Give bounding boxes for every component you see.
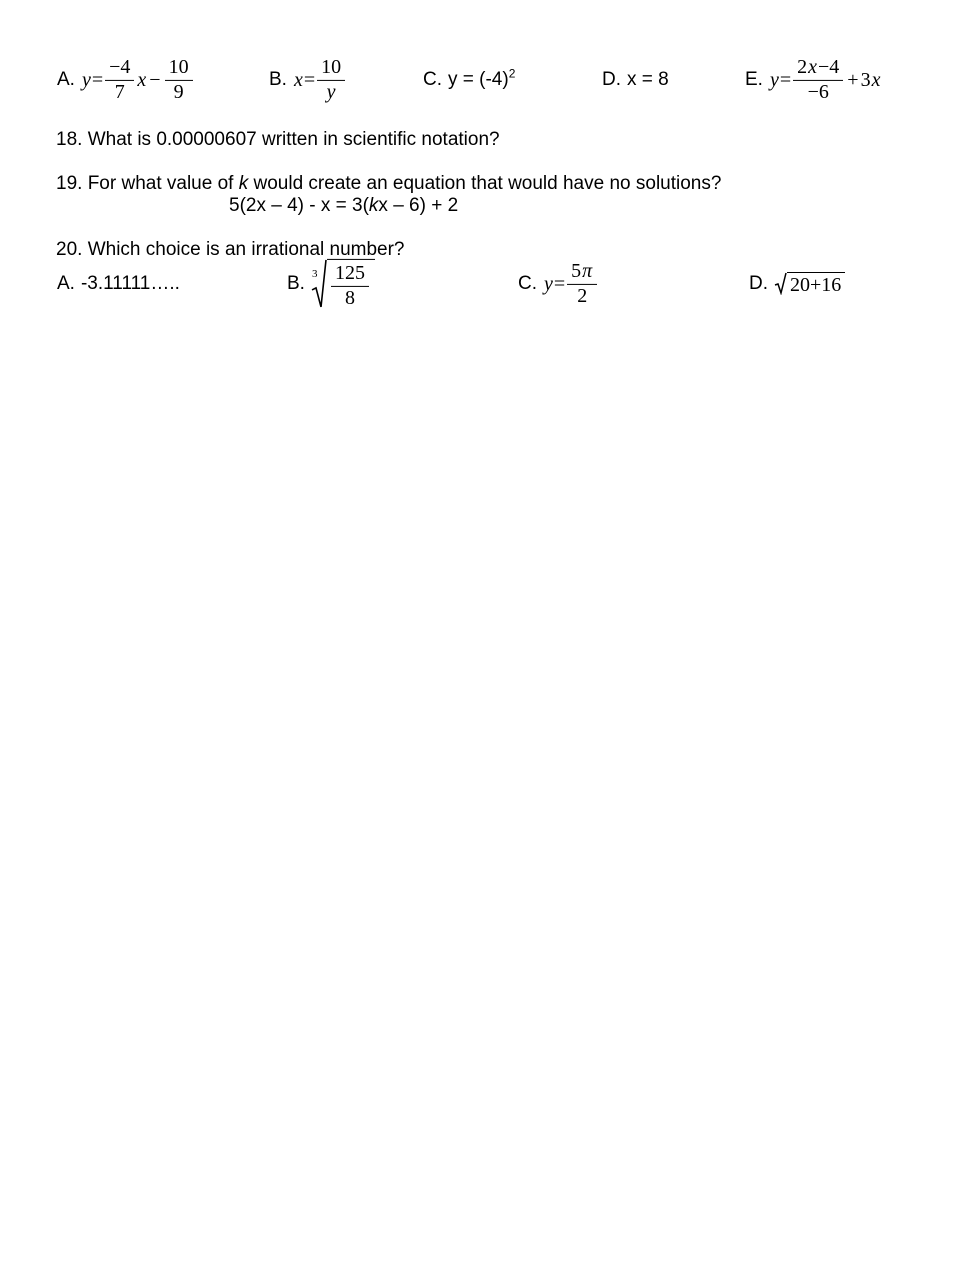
numerator-rest: −4 [818,55,840,78]
square-root [774,272,845,296]
expression-text: y = (-4) [448,69,509,90]
fraction [105,57,134,103]
radicand [327,259,375,309]
root-index: 3 [311,267,318,280]
question-19-equation [229,195,458,217]
variable-x: x [137,68,147,91]
variable-x: x [871,68,881,91]
choice-label: D. [749,273,768,294]
fraction [793,57,843,103]
denominator: y [326,80,336,103]
equals-sign: = [91,68,104,91]
formula-b [293,57,347,103]
top-choice-d [602,69,669,91]
equals-sign: = [303,68,316,91]
equals-sign: = [553,272,566,295]
coefficient: 5 [571,259,582,282]
numerator: 10 [165,57,193,81]
q20-choice-b [287,259,375,309]
denominator: −6 [807,80,829,103]
choice-label: A. [57,69,75,90]
equals-sign: = [779,68,792,91]
denominator: 8 [344,286,355,309]
variable-k: k [238,173,249,194]
top-choice-b [269,57,347,103]
variable-y: y [81,68,91,91]
numerator: 10 [317,57,345,81]
variable-x: x [808,55,818,78]
formula-e [769,57,882,103]
formula-c [448,66,516,91]
equation-part: 5(2x – 4) - x = 3( [229,195,369,216]
q20-choice-a [57,273,180,295]
fraction [331,263,369,309]
fraction [567,261,597,307]
top-choice-c [423,66,516,91]
choice-label: D. [602,69,621,90]
choice-label: E. [745,69,763,90]
formula-a [81,57,195,103]
denominator: 2 [577,284,588,307]
cube-root [311,259,375,309]
fraction [165,57,193,103]
formula-d: x = 8 [627,69,669,90]
variable-y: y [769,68,779,91]
coefficient: 3 [860,68,871,91]
question-20: 20. Which choice is an irrational number? [56,239,405,260]
choice-label: A. [57,273,75,294]
numerator [567,261,597,285]
variable-x: x [293,68,303,91]
cube-root-radical-icon [311,259,327,309]
choice-a-value: -3.11111….. [80,273,180,294]
equation-part: x – 6) + 2 [378,195,459,216]
variable-k: k [368,195,379,216]
question-18: 18. What is 0.00000607 written in scientific notation? [56,129,500,150]
formula-five-pi-halves [543,261,599,307]
square-root-radical-icon [774,272,787,295]
top-choice-a [57,57,195,103]
question-19 [56,173,721,195]
question-19-text: 19. For what value of [56,173,239,194]
numerator: 125 [331,263,369,287]
numerator: −4 [105,57,134,81]
pi-symbol: π [582,259,593,282]
q20-choice-c [518,261,599,307]
top-choice-e [745,57,881,103]
q20-choice-d [749,272,845,296]
numerator [793,57,843,81]
choice-label: B. [287,273,305,294]
exponent: 2 [508,66,516,81]
variable-y: y [544,272,553,295]
choice-label: B. [269,69,287,90]
question-19-text-cont: would create an equation that would have no solutions? [248,173,722,194]
denominator: 7 [114,80,125,103]
radicand: 20+16 [787,272,845,296]
choice-label: C. [423,69,442,90]
denominator: 9 [173,80,184,103]
formula-square-root [774,272,845,296]
choice-label: C. [518,273,537,294]
coefficient: 2 [797,55,808,78]
formula-cube-root [311,259,375,309]
minus-sign: − [149,68,161,91]
plus-sign: + [847,68,859,91]
fraction [317,57,345,103]
